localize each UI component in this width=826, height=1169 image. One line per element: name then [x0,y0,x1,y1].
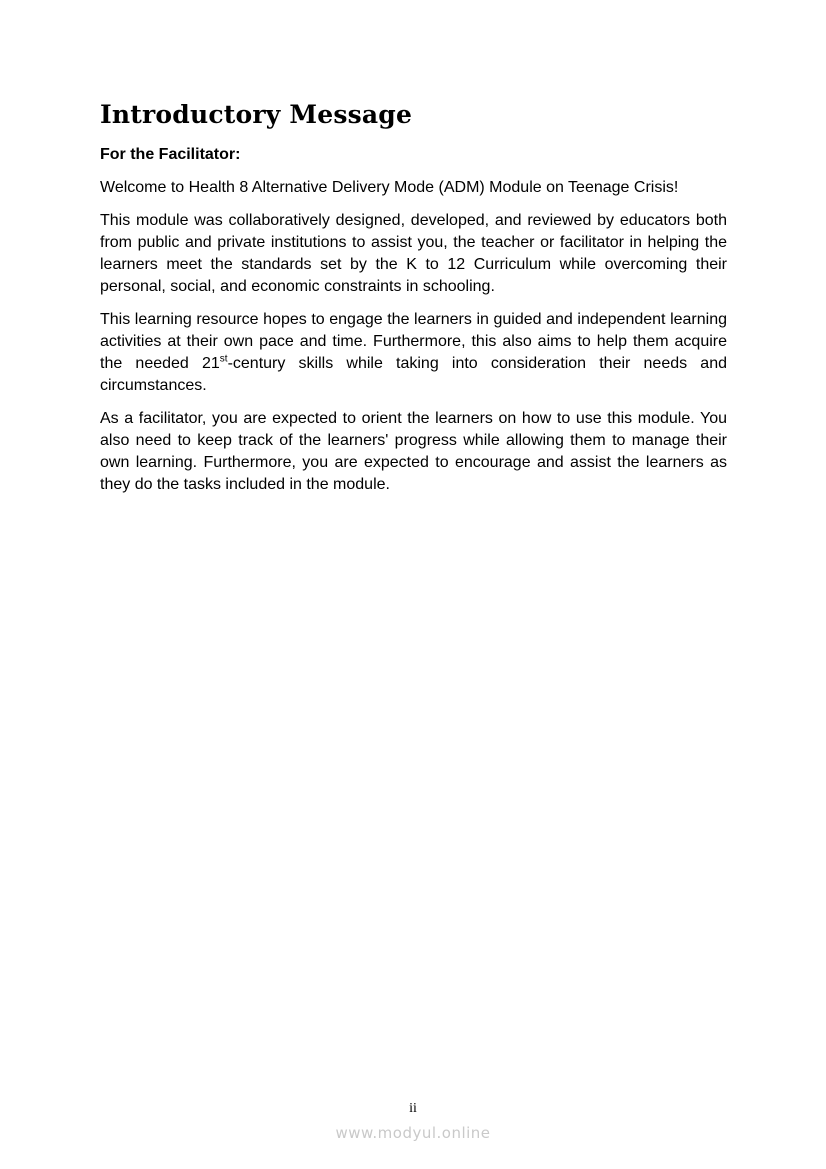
learning-resource-paragraph [100,309,727,397]
superscript-st: st [219,353,228,365]
page-title: Introductory Message [100,100,413,129]
learning-resource-text-part2: -century skills while taking into consideration their needs and circumstances. [100,355,728,394]
welcome-paragraph: Welcome to Health 8 Alternative Delivery Mode (ADM) Module on Teenage Crisis! [100,179,679,196]
watermark-text: www.modyul.online [335,1124,491,1142]
section-subtitle: For the Facilitator: [100,146,241,163]
page-number: ii [409,1101,417,1116]
facilitator-role-paragraph: As a facilitator, you are expected to orient the learners on how to use this module. You also need to keep track of the learners' progress while allowing them to manage their own learning. Furthermore, you are expected to encourage and assist the learners as they do the tasks included in the module. [100,410,727,493]
module-design-paragraph: This module was collaboratively designed, developed, and reviewed by educators both from public and private institutions to assist you, the teacher or facilitator in helping the learners meet the standards set by the K to 12 Curriculum while overcoming their personal, social, and economic constraints in schooling. [100,212,727,295]
document-body [100,98,727,507]
learning-resource-text-part1: This learning resource hopes to engage the learners in guided and independent learning activities at their own pace and time. Furthermore, this also aims to help them acquire the needed 21 [100,311,727,372]
